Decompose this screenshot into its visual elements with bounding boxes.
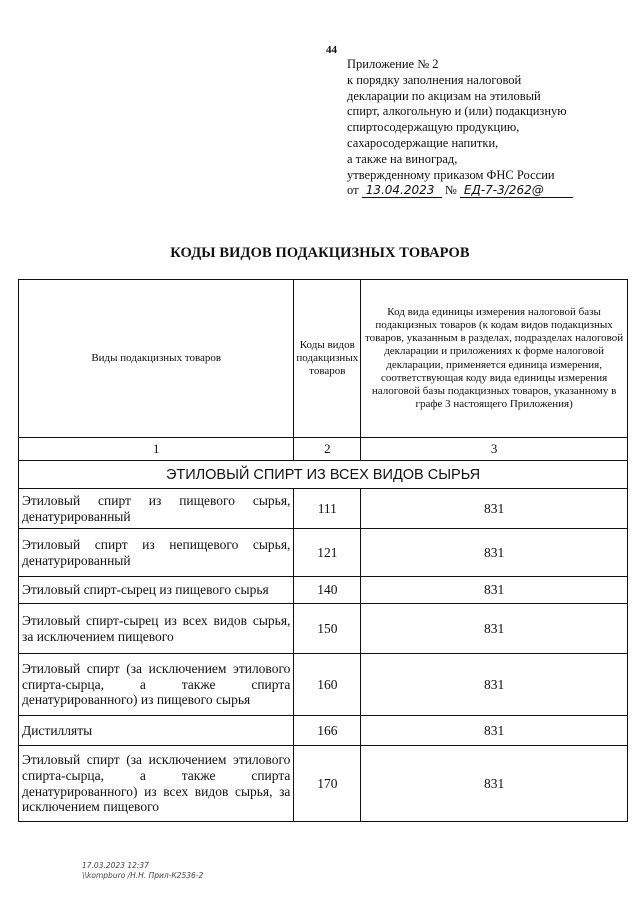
- appendix-line: Приложение № 2: [347, 57, 439, 71]
- goods-code: 166: [294, 716, 361, 746]
- appendix-line: спирт, алкогольную и (или) подакцизную: [347, 104, 567, 119]
- column-number: 3: [361, 438, 628, 461]
- date-prefix: от: [347, 183, 359, 198]
- goods-name: Этиловый спирт-сырец из всех видов сырья, за исключением пищевого: [19, 604, 294, 654]
- appendix-line: спиртосодержащую продукцию,: [347, 120, 520, 135]
- goods-name: Этиловый спирт (за исключением этилового спирта-сырца, а также спирта денатурированного) из всех видов сырья, за исключением пищевого: [19, 746, 294, 822]
- handwritten-order-number: ЕД-7-3/262@: [460, 184, 573, 198]
- table-row: [19, 654, 628, 716]
- goods-code: 111: [294, 489, 361, 529]
- table-row: [19, 716, 628, 746]
- document-title: КОДЫ ВИДОВ ПОДАКЦИЗНЫХ ТОВАРОВ: [170, 245, 470, 261]
- appendix-line: декларации по акцизам на этиловый: [347, 88, 541, 103]
- header-unit-code: Код вида единицы измерения налоговой базы подакцизных товаров (к кодам видов подакцизных товаров, указанным в разделах, подразделах налоговой декларации и приложениях к форме налоговой декларации, применяется единица измерения, соответствующая коду вида единицы измерения налоговой базы подакцизных товаров, указанному в графе 3 настоящего Приложения): [361, 280, 628, 438]
- page-number: 44: [326, 44, 337, 56]
- goods-name: Этиловый спирт из непищевого сырья, денатурированный: [19, 529, 294, 577]
- header-goods-types: Виды подакцизных товаров: [19, 280, 294, 438]
- footer-path: \\kompburo /Н.Н. Прил-К2536-2: [82, 871, 204, 880]
- print-footer: [82, 861, 203, 881]
- goods-code: 150: [294, 604, 361, 654]
- table-row: [19, 489, 628, 529]
- section-title: ЭТИЛОВЫЙ СПИРТ ИЗ ВСЕХ ВИДОВ СЫРЬЯ: [19, 461, 628, 489]
- appendix-line: а также на виноград,: [347, 151, 458, 166]
- unit-code: 831: [361, 489, 628, 529]
- unit-code: 831: [361, 746, 628, 822]
- goods-name: Дистилляты: [19, 716, 294, 746]
- unit-code: 831: [361, 716, 628, 746]
- unit-code: 831: [361, 604, 628, 654]
- goods-name: Этиловый спирт из пищевого сырья, денатурированный: [19, 489, 294, 529]
- appendix-line: к порядку заполнения налоговой: [347, 72, 522, 87]
- unit-code: 831: [361, 654, 628, 716]
- order-date-number-line: [347, 183, 617, 199]
- table-row: [19, 577, 628, 604]
- table-row: [19, 746, 628, 822]
- goods-name: Этиловый спирт (за исключением этилового спирта-сырца, а также спирта денатурированного) из пищевого сырья: [19, 654, 294, 716]
- goods-name: Этиловый спирт-сырец из пищевого сырья: [19, 577, 294, 604]
- table-header-row: [19, 280, 628, 438]
- goods-code: 160: [294, 654, 361, 716]
- handwritten-date: 13.04.2023: [362, 184, 442, 198]
- goods-code: 140: [294, 577, 361, 604]
- unit-code: 831: [361, 529, 628, 577]
- table-row: [19, 529, 628, 577]
- header-goods-codes: Коды видов подакцизных товаров: [294, 280, 361, 438]
- number-prefix: №: [444, 183, 457, 198]
- appendix-line: утвержденному приказом ФНС России: [347, 167, 555, 182]
- goods-code: 170: [294, 746, 361, 822]
- column-number-row: [19, 438, 628, 461]
- goods-code: 121: [294, 529, 361, 577]
- excise-codes-table: [18, 279, 628, 822]
- table-row: [19, 604, 628, 654]
- column-number: 1: [19, 438, 294, 461]
- footer-timestamp: 17.03.2023 12:37: [82, 861, 149, 870]
- appendix-header: [347, 57, 617, 199]
- appendix-line: сахаросодержащие напитки,: [347, 135, 499, 150]
- unit-code: 831: [361, 577, 628, 604]
- column-number: 2: [294, 438, 361, 461]
- section-row: [19, 461, 628, 489]
